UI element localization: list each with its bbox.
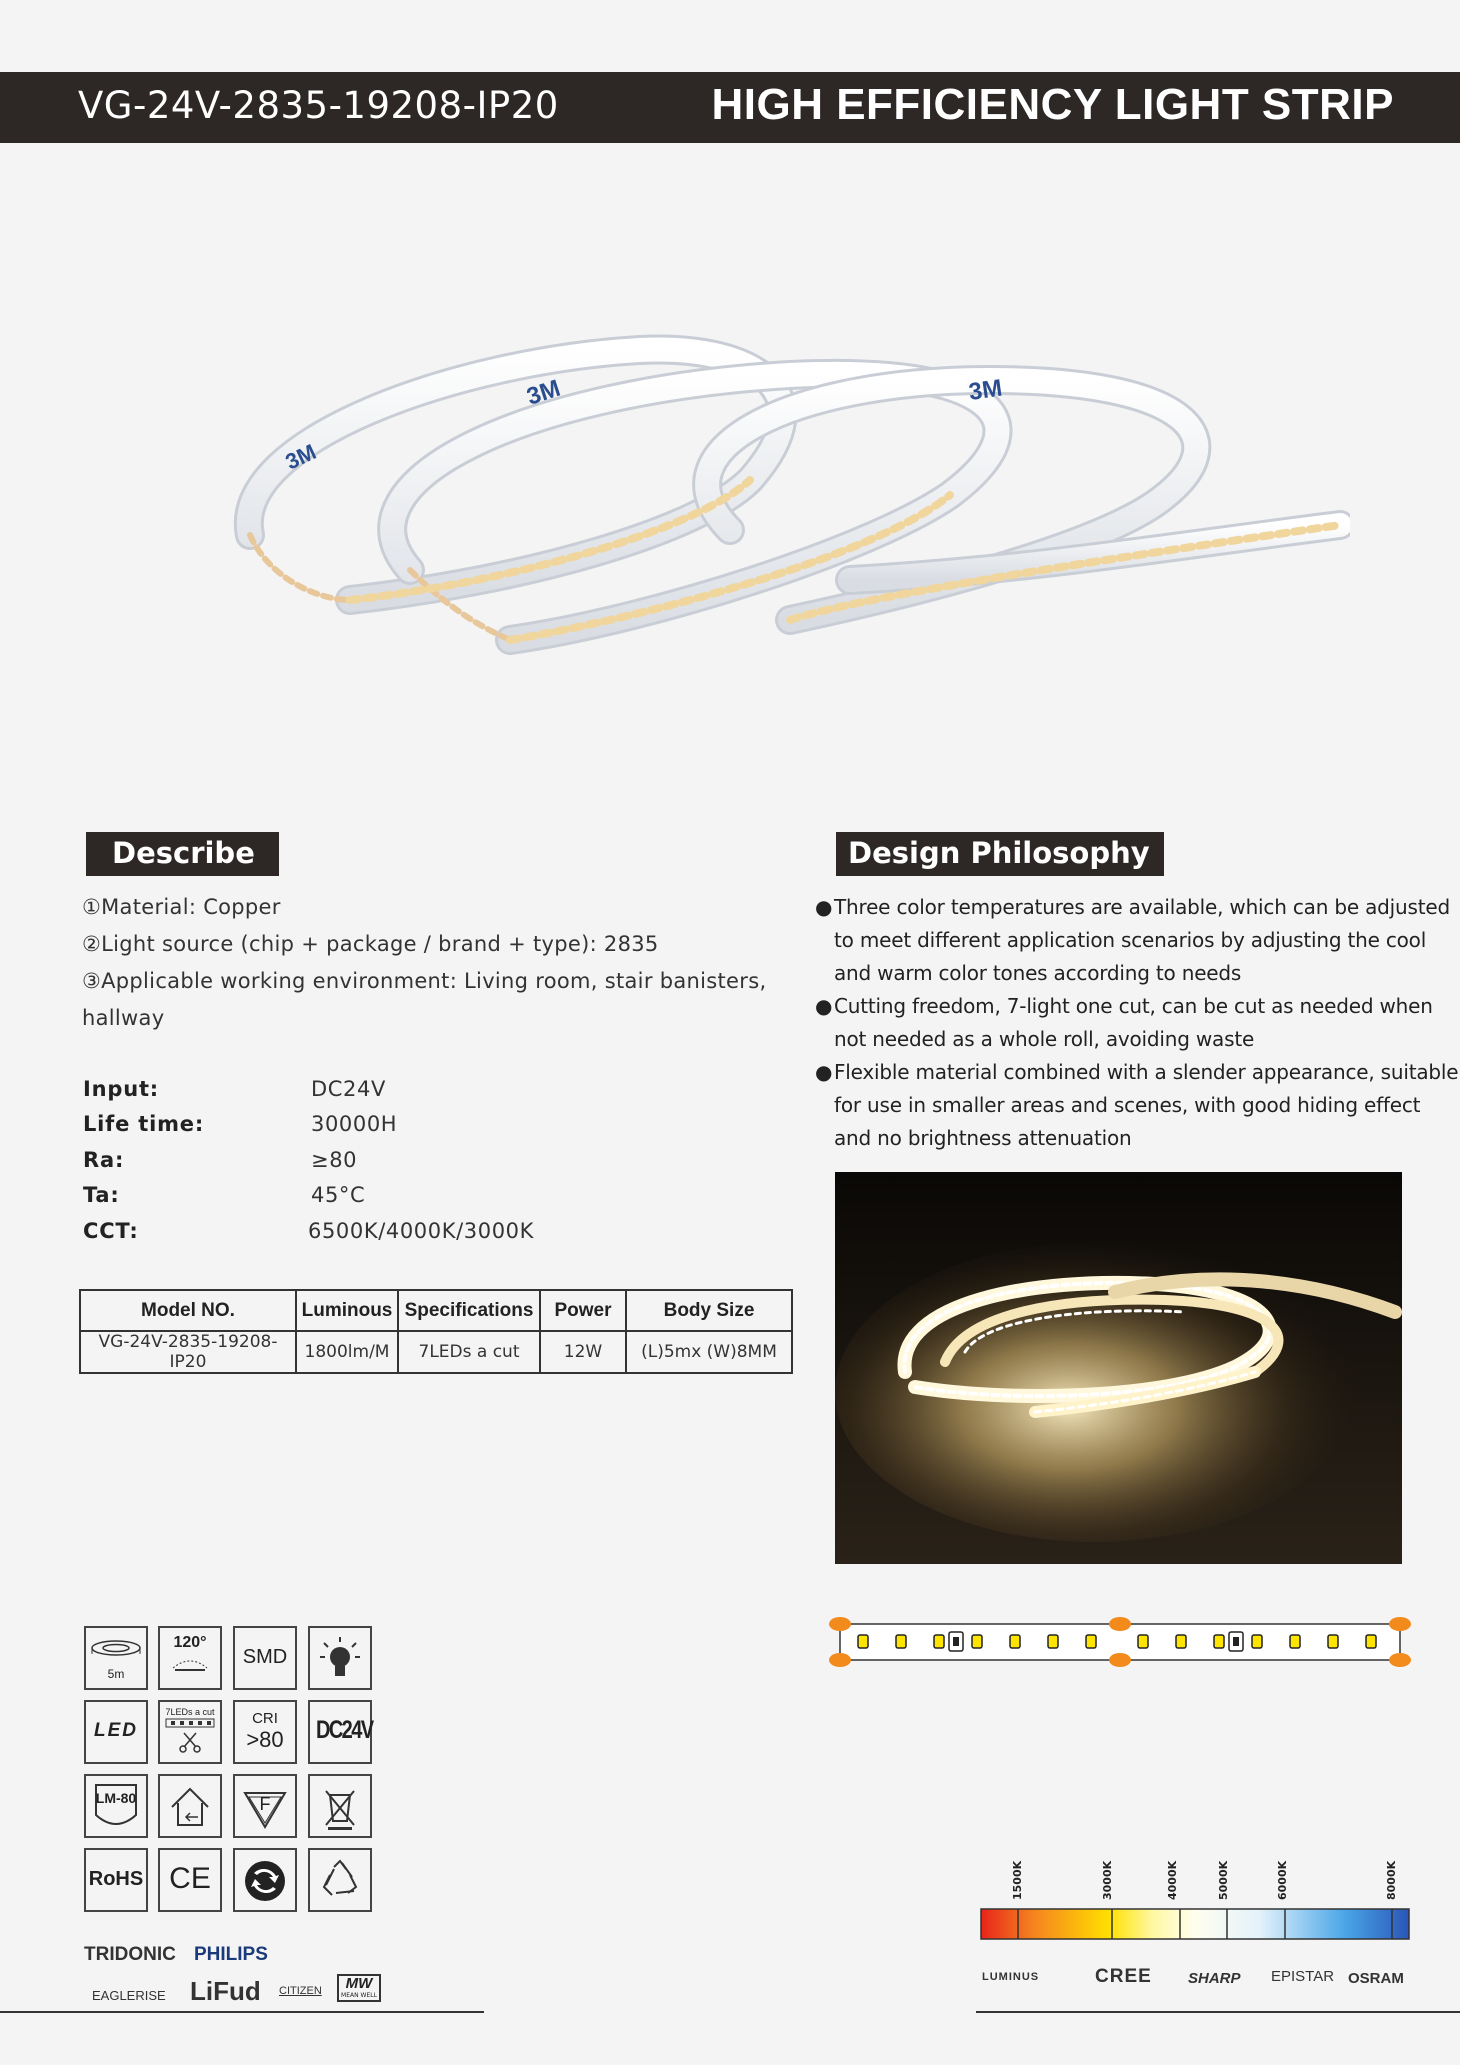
brand-osram: OSRAM — [1348, 1970, 1404, 1987]
design-line: not needed as a whole roll, avoiding waste — [834, 1027, 1255, 1051]
brand-philips: PHILIPS — [194, 1944, 268, 1965]
bulb-icon — [308, 1626, 372, 1690]
cut-point-diagram — [826, 1612, 1416, 1672]
brand-meanwell-logo — [337, 1974, 381, 2002]
led-label: LED — [94, 1720, 138, 1741]
table-header: Model NO. — [80, 1290, 296, 1331]
cct-tick-label: 5000K — [1217, 1860, 1230, 1900]
cct-tick-label: 8000K — [1385, 1860, 1398, 1900]
cri-icon — [233, 1700, 297, 1764]
weee-bin-icon — [308, 1774, 372, 1838]
tape-brand-label: 3M — [967, 374, 1004, 406]
beam-angle-label: 120° — [173, 1634, 207, 1651]
table-header: Body Size — [626, 1290, 792, 1331]
design-line: Three color temperatures are available, which can be adjusted — [834, 895, 1450, 919]
spec-table — [79, 1289, 793, 1374]
indoor-use-icon — [158, 1774, 222, 1838]
design-line: Cutting freedom, 7-light one cut, can be cut as needed when — [834, 994, 1433, 1018]
brand-eaglerise: EAGLERISE — [92, 1988, 166, 2003]
tape-brand-label: 3M — [281, 438, 320, 475]
spec-label-ra: Ra: — [83, 1148, 125, 1172]
brand-epistar: EPISTAR — [1271, 1968, 1335, 1985]
table-header: Specifications — [398, 1290, 540, 1331]
cri-label: CRI — [252, 1710, 278, 1727]
rohs-icon — [84, 1848, 148, 1912]
smd-label: SMD — [242, 1646, 288, 1668]
reel-length-label: 5m — [107, 1667, 125, 1681]
voltage-label: DC24V — [316, 1716, 373, 1744]
describe-line: ③Applicable working environment: Living room, stair banisters, — [82, 969, 767, 993]
ce-label: CE — [169, 1862, 211, 1895]
spec-value-ra: ≥80 — [311, 1148, 358, 1172]
cut-label: 7LEDs a cut — [165, 1707, 215, 1717]
table-cell: VG-24V-2835-19208-IP20 — [80, 1331, 296, 1373]
rohs-label: RoHS — [88, 1868, 144, 1890]
divider — [976, 2011, 1460, 2013]
tape-brand-label: 3M — [523, 374, 564, 411]
design-section-title: Design Philosophy — [836, 832, 1164, 876]
cct-tick-label: 3000K — [1101, 1860, 1114, 1900]
spec-label-ta: Ta: — [83, 1183, 120, 1207]
table-cell: 7LEDs a cut — [398, 1331, 540, 1373]
describe-line: ②Light source (chip + package / brand + type): 2835 — [82, 932, 659, 956]
lit-strip-photo — [835, 1172, 1402, 1564]
cct-tick-label: 6000K — [1276, 1860, 1289, 1900]
spec-label-cct: CCT: — [83, 1219, 139, 1243]
f-mark-icon — [233, 1774, 297, 1838]
table-header: Luminous — [296, 1290, 398, 1331]
spec-label-input: Input: — [83, 1077, 159, 1101]
spec-value-cct: 6500K/4000K/3000K — [308, 1219, 534, 1243]
spec-value-lifetime: 30000H — [311, 1112, 398, 1136]
design-line: Flexible material combined with a slender appearance, suitable — [834, 1060, 1459, 1084]
design-line: to meet different application scenarios by adjusting the cool — [834, 928, 1427, 952]
describe-section-title: Describe — [86, 832, 279, 876]
green-dot-icon — [233, 1848, 297, 1912]
cri-value: >80 — [246, 1727, 284, 1752]
design-line: and warm color tones according to needs — [834, 961, 1242, 985]
table-header-row — [80, 1290, 792, 1331]
reel-length-icon — [84, 1626, 148, 1690]
brand-sharp: SHARP — [1188, 1970, 1241, 1987]
brand-tridonic: TRIDONIC — [84, 1944, 176, 1965]
table-header: Power — [540, 1290, 626, 1331]
beam-angle-icon — [158, 1626, 222, 1690]
smd-icon — [233, 1626, 297, 1690]
brand-luminus: LUMINUS — [982, 1971, 1040, 1983]
table-cell: 1800lm/M — [296, 1331, 398, 1373]
lm80-label: LM-80 — [95, 1790, 137, 1806]
bullet-icon: ● — [815, 895, 833, 919]
table-cell: (L)5mx (W)8MM — [626, 1331, 792, 1373]
model-title: VG-24V-2835-19208-IP20 — [78, 84, 559, 127]
spec-value-input: DC24V — [311, 1077, 386, 1101]
lm80-icon — [84, 1774, 148, 1838]
cct-tick-label: 1500K — [1011, 1860, 1024, 1900]
spec-label-lifetime: Life time: — [83, 1112, 205, 1136]
brand-cree: CREE — [1095, 1966, 1152, 1987]
table-cell: 12W — [540, 1331, 626, 1373]
led-icon — [84, 1700, 148, 1764]
f-mark-label: F — [259, 1794, 271, 1814]
scissors-icon — [158, 1700, 222, 1764]
brand-meanwell: MW — [345, 1975, 373, 1992]
led-strip-product-image — [230, 330, 1350, 690]
bullet-icon: ● — [815, 994, 833, 1018]
divider — [0, 2011, 484, 2013]
brand-lifud: LiFud — [190, 1976, 261, 2006]
describe-line: ①Material: Copper — [82, 895, 281, 919]
recycle-icon — [308, 1848, 372, 1912]
cct-tick-label: 4000K — [1166, 1860, 1179, 1900]
cct-color-scale — [980, 1908, 1410, 1940]
headline: HIGH EFFICIENCY LIGHT STRIP — [711, 80, 1394, 129]
ce-icon — [158, 1848, 222, 1912]
design-line: for use in smaller areas and scenes, with good hiding effect — [834, 1093, 1421, 1117]
voltage-icon — [308, 1700, 372, 1764]
table-row — [80, 1331, 792, 1373]
brand-citizen: CITIZEN — [279, 1985, 322, 1997]
describe-line: hallway — [82, 1006, 165, 1030]
brand-meanwell-sub: MEAN WELL — [341, 1992, 377, 1999]
spec-value-ta: 45°C — [311, 1183, 366, 1207]
bullet-icon: ● — [815, 1060, 833, 1084]
design-line: and no brightness attenuation — [834, 1126, 1132, 1150]
